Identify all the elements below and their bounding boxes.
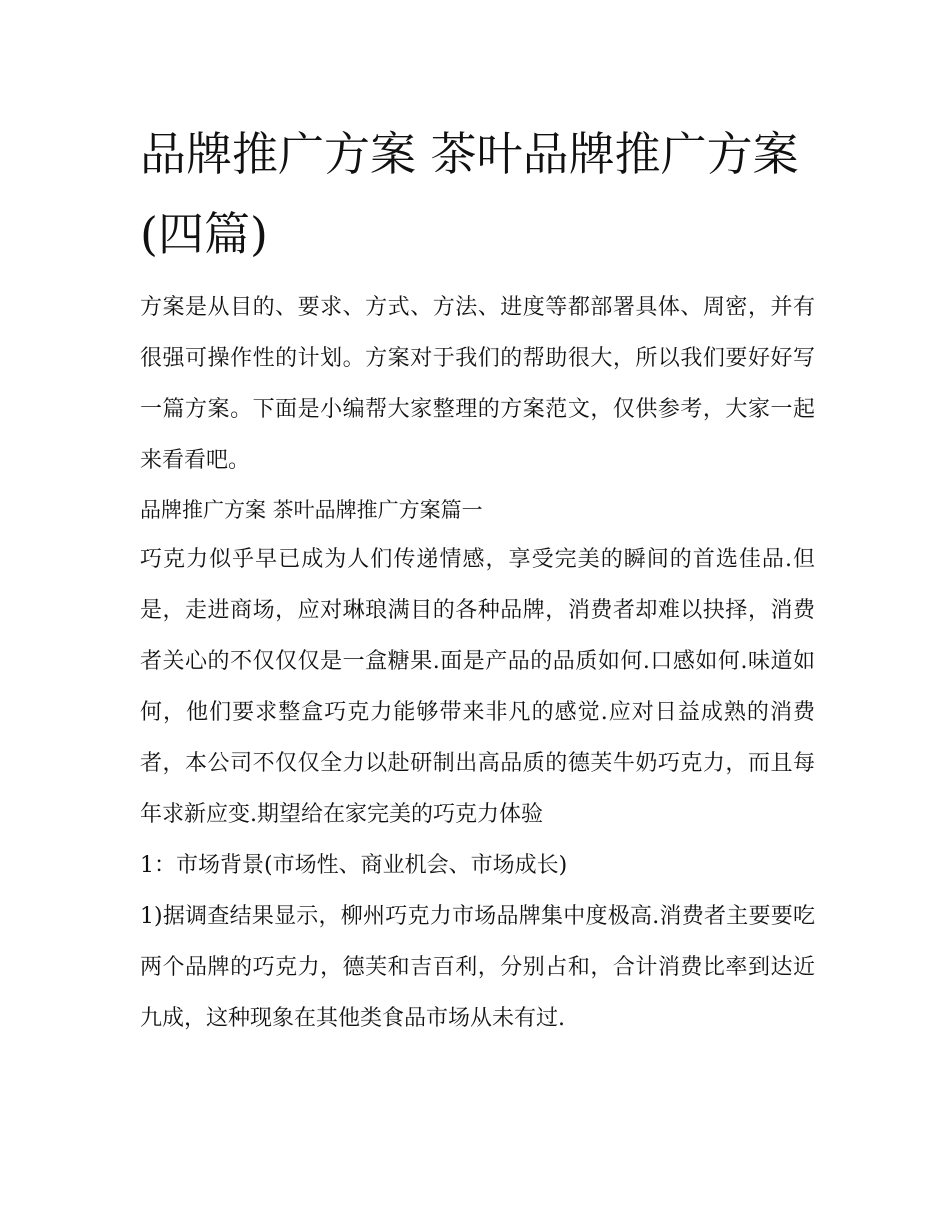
body-paragraph: 巧克力似乎早已成为人们传递情感，享受完美的瞬间的首选佳品.但是，走进商场，应对琳琅满目的各种品牌，消费者却难以抉择，消费者关心的不仅仅仅是一盒糖果.面是产品的品质如何.口感如何.味道如何，他们要求整盒巧克力能够带来非凡的感觉.应对日益成熟的消费者，本公司不仅仅全力以赴研制出高品质的德芙牛奶巧克力，而且每年求新应变.期望给在家完美的巧克力体验 xyxy=(140,547,815,827)
intro-paragraph: 方案是从目的、要求、方式、方法、进度等都部署具体、周密，并有很强可操作性的计划。方案对于我们的帮助很大，所以我们要好好写一篇方案。下面是小编帮大家整理的方案范文，仅供参考，大家一起来看看吧。 xyxy=(140,295,815,473)
list-item: 1)据调查结果显示，柳州巧克力市场品牌集中度极高.消费者主要要吃两个品牌的巧克力，德芙和吉百利，分别占和，合计消费比率到达近九成，这种现象在其他类食品市场从未有过. xyxy=(140,904,815,1031)
document-title: 品牌推广方案 茶叶品牌推广方案(四篇) xyxy=(140,127,799,261)
list-heading: 1：市场背景(市场性、商业机会、市场成长) xyxy=(140,853,568,878)
document-page xyxy=(140,114,815,1044)
section-heading: 品牌推广方案 茶叶品牌推广方案篇一 xyxy=(140,498,483,522)
